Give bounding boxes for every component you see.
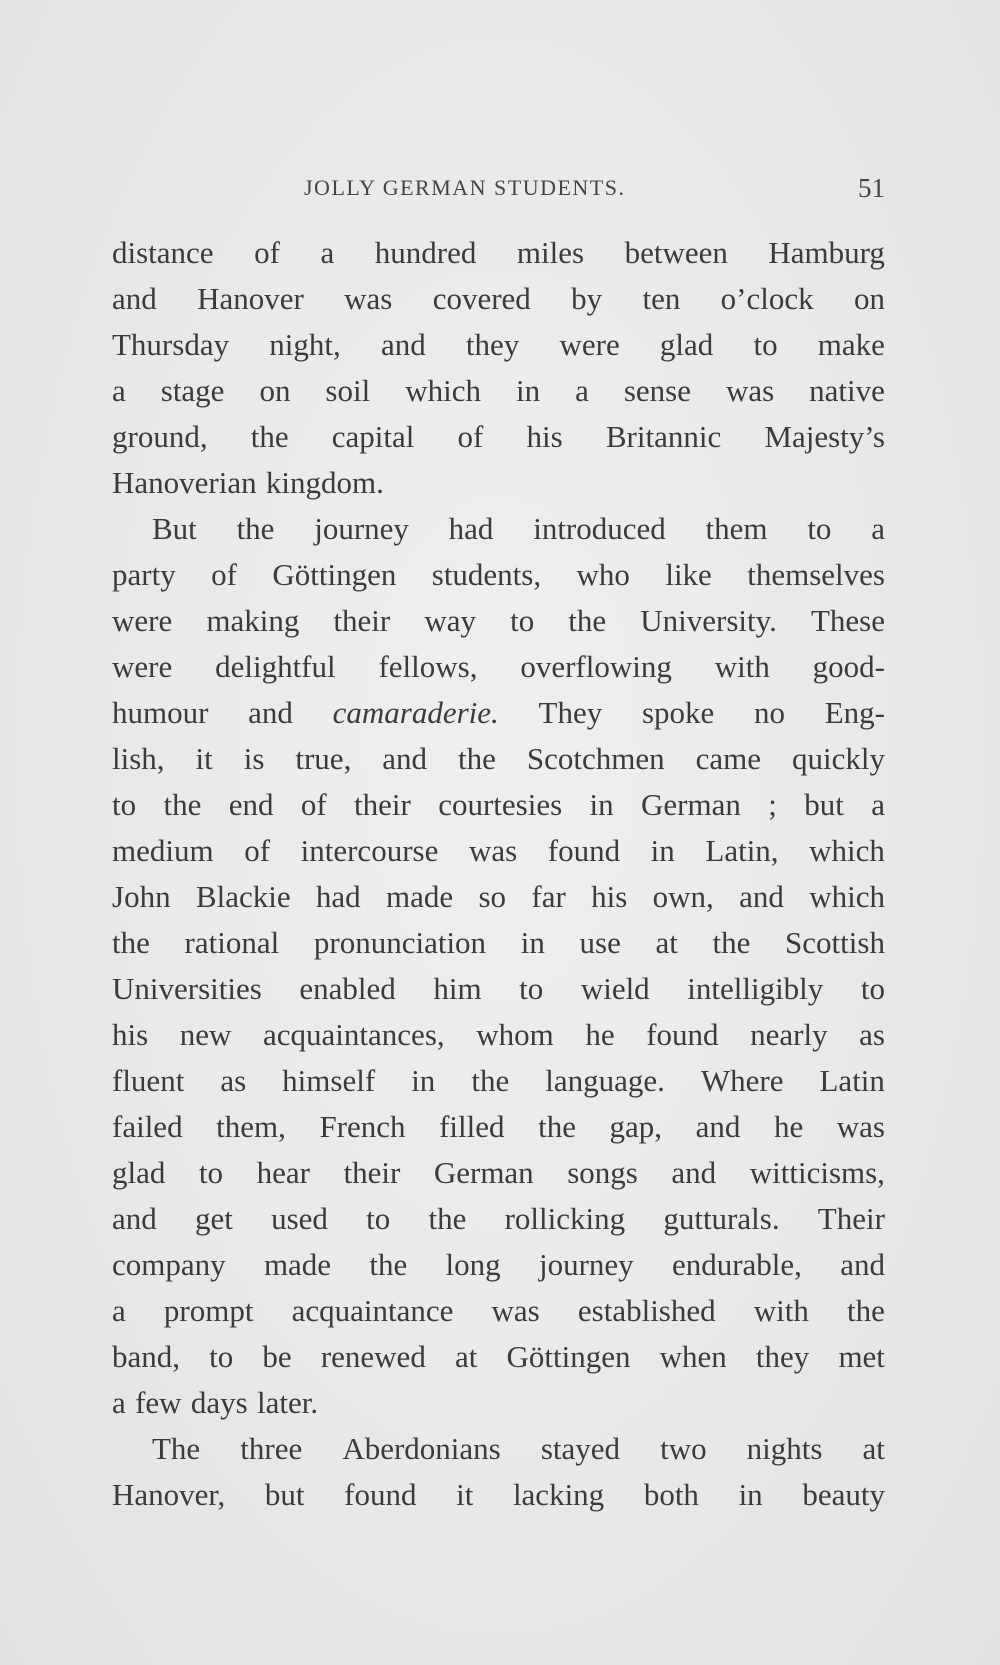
text-line: lish, it is true, and the Scotchmen came quickly: [112, 741, 885, 776]
text-line: distance of a hundred miles between Hamburg: [112, 235, 885, 270]
text-line: party of Göttingen students, who like themselves: [112, 557, 885, 592]
text-line: his new acquaintances, whom he found nearly as: [112, 1017, 885, 1052]
text-line: Thursday night, and they were glad to make: [112, 327, 885, 362]
paragraph: [112, 506, 885, 1426]
running-head: [112, 168, 885, 208]
text-line: ground, the capital of his Britannic Majesty’s: [112, 419, 885, 454]
text-line: company made the long journey endurable, and: [112, 1247, 885, 1282]
body-text: [112, 230, 885, 1518]
text-line: and Hanover was covered by ten o’clock on: [112, 281, 885, 316]
text-line: a stage on soil which in a sense was native: [112, 373, 885, 408]
text-line: the rational pronunciation in use at the Scottish: [112, 925, 885, 960]
text-line: medium of intercourse was found in Latin, which: [112, 833, 885, 868]
text-line: and get used to the rollicking gutturals. Their: [112, 1201, 885, 1236]
text-line: glad to hear their German songs and witticisms,: [112, 1155, 885, 1190]
text-line: Universities enabled him to wield intelligibly to: [112, 971, 885, 1006]
paragraph: [112, 230, 885, 506]
paragraph: [112, 1426, 885, 1518]
text-line: fluent as himself in the language. Where Latin: [112, 1063, 885, 1098]
text-line: band, to be renewed at Göttingen when they met: [112, 1339, 885, 1374]
text-line: to the end of their courtesies in German ; but a: [112, 787, 885, 822]
text-line: But the journey had introduced them to a: [152, 511, 885, 546]
text-line: were delightful fellows, overflowing with good-: [112, 649, 885, 684]
text-line: Hanover, but found it lacking both in beauty: [112, 1477, 885, 1512]
running-title: JOLLY GERMAN STUDENTS.: [304, 175, 626, 200]
text-line: failed them, French filled the gap, and he was: [112, 1109, 885, 1144]
text-line: were making their way to the University. These: [112, 603, 885, 638]
text-line: humour and camaraderie. They spoke no Eng-: [112, 695, 885, 730]
text-line: John Blackie had made so far his own, and which: [112, 879, 885, 914]
text-line: The three Aberdonians stayed two nights at: [152, 1431, 885, 1466]
page-number: 51: [858, 173, 885, 203]
text-line: a few days later.: [112, 1385, 319, 1420]
text-line: Hanoverian kingdom.: [112, 465, 384, 500]
text-line: a prompt acquaintance was established with the: [112, 1293, 885, 1328]
